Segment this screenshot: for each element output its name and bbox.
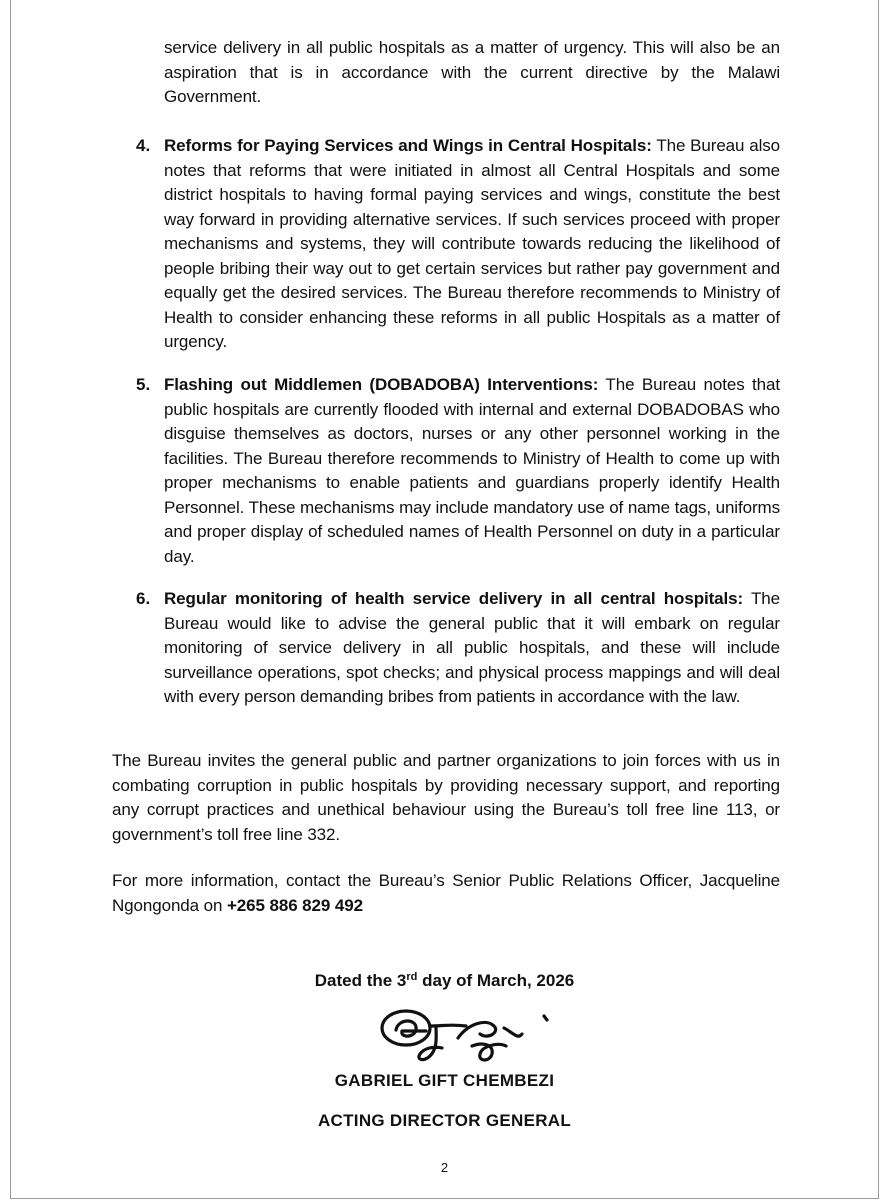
contact-text: For more information, contact the Bureau’s Senior Public Relations Officer, Jacqueline Ngongonda on bbox=[112, 871, 780, 915]
page-number: 2 bbox=[440, 1160, 449, 1175]
item-number: 6. bbox=[136, 589, 151, 608]
intro-paragraph: service delivery in all public hospitals as a matter of urgency. This will also be an aspiration that is in accordance with the current directive by the Malawi Government. bbox=[164, 38, 780, 106]
date-rest: day of March, 2026 bbox=[417, 971, 575, 990]
contact-paragraph bbox=[112, 869, 780, 918]
item-text: The Bureau notes that public hospitals are currently flooded with internal and external DOBADOBAS who disguise themselves as doctors, nurses or any other personnel working in the facilities. The Bureau therefore recommends to Ministry of Health to come up with proper mechanisms to enable patients and guardians properly identify Health Personnel. These mechanisms may include mandatory use of name tags, uniforms and proper display of scheduled names of Health Personnel on duty in a particular day. bbox=[164, 375, 780, 566]
item-text: The Bureau also notes that reforms that were initiated in almost all Central Hospitals and some district hospitals to having formal paying services and wings, constitute the best way forward in providing alternative services. If such services proceed with proper mechanisms and systems, they will contribute towards reducing the likelihood of people bribing their way out to get certain services but rather pay government and equally get the desired services. The Bureau therefore recommends to Ministry of Health to consider enhancing these reforms in all public Hospitals as a matter of urgency. bbox=[164, 136, 781, 351]
item-title: Regular monitoring of health service delivery in all central hospitals: bbox=[164, 589, 744, 608]
item-body bbox=[164, 134, 780, 355]
date-prefix: Dated the 3 bbox=[314, 971, 407, 990]
item-body bbox=[164, 587, 780, 710]
date-line bbox=[0, 969, 889, 993]
item-title: Flashing out Middlemen (DOBADOBA) Interventions: bbox=[164, 375, 599, 394]
date-ordinal-suffix: rd bbox=[406, 971, 418, 983]
handwritten-signature bbox=[372, 1004, 572, 1066]
contact-phone: +265 886 829 492 bbox=[226, 895, 363, 915]
item-body bbox=[164, 373, 780, 569]
closing-invite-paragraph: The Bureau invites the general public and partner organizations to join forces with us in combating corruption in public hospitals by providing necessary support, and reporting any corrupt practices and unethical behaviour using the Bureau’s toll free line 113, or government’s toll free line 332. bbox=[112, 751, 780, 844]
signatory-name: GABRIEL GIFT CHEMBEZI bbox=[334, 1071, 555, 1090]
item-text: The Bureau would like to advise the general public that it will embark on regular monitoring of service delivery in all public hospitals, and these will include surveillance operations, spot checks; and physical process mappings and will deal with every person demanding bribes from patients in accordance with the law. bbox=[164, 589, 780, 706]
item-number: 4. bbox=[136, 136, 151, 155]
signatory-title: ACTING DIRECTOR GENERAL bbox=[317, 1111, 572, 1130]
item-title: Reforms for Paying Services and Wings in Central Hospitals: bbox=[164, 136, 652, 155]
item-number: 5. bbox=[136, 375, 151, 394]
